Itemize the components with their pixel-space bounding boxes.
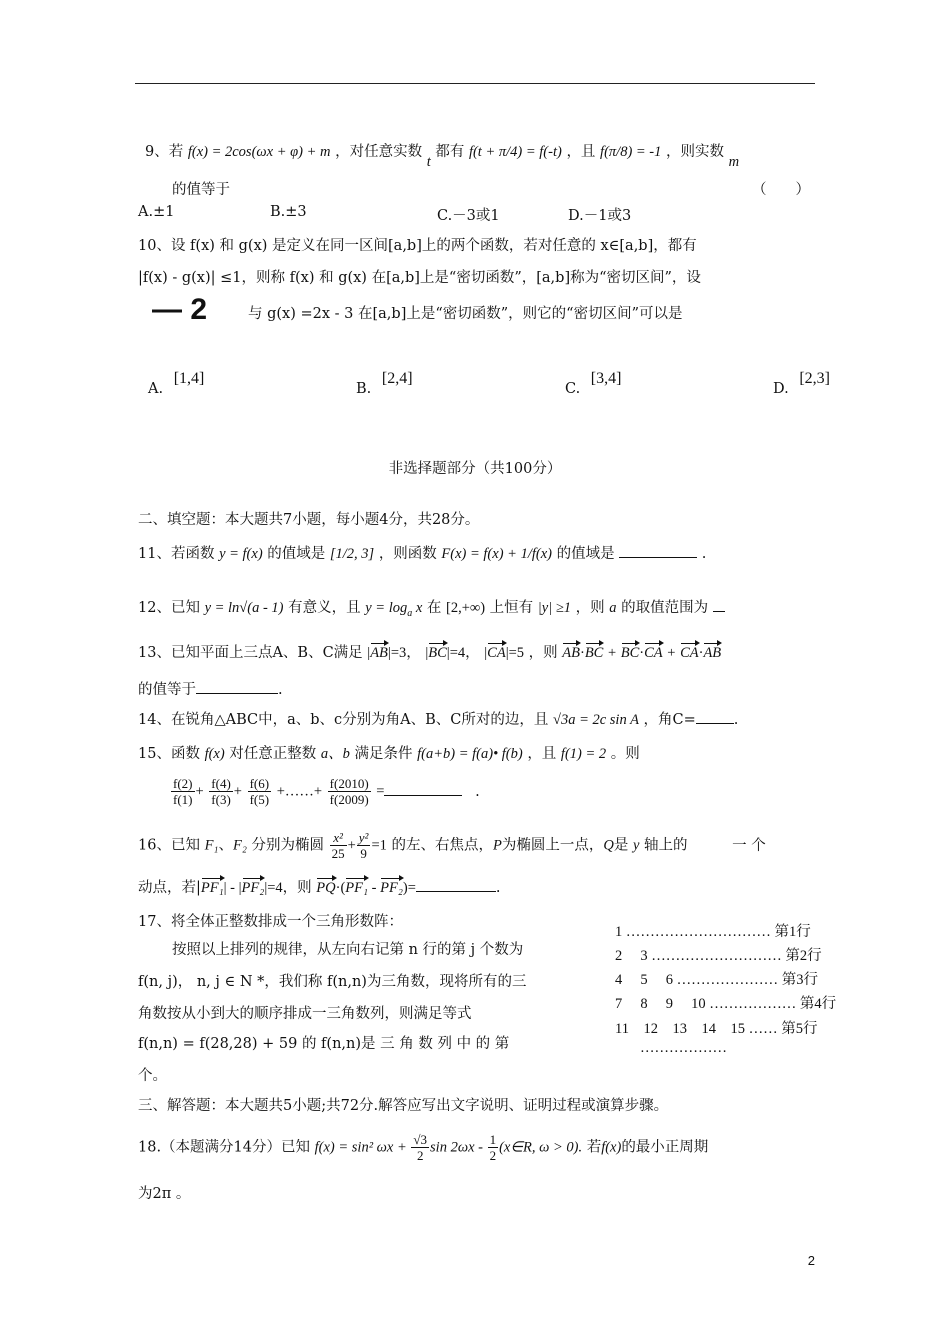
triangle-row: 11 12 13 14 15 …… 第5行 — [615, 1021, 818, 1037]
q9-option-a: A.±1 — [138, 204, 175, 220]
q11-answer-blank — [619, 543, 697, 558]
q10-option-c: C. [3,4] — [565, 370, 622, 397]
page-number: 2 — [807, 1253, 815, 1268]
question-11: 11、若函数 y = f(x) 的值域是 [1/2, 3] ，则函数 F(x) = f(x) + 1/f(x) 的值域是 . — [138, 542, 706, 563]
section-3-heading: 三、解答题：本大题共5小题;共72分.解答应写出文字说明、证明过程或演算步骤。 — [138, 1098, 669, 1114]
question-15-line1: 15、函数 f(x) 对任意正整数 a、b 满足条件 f(a+b) = f(a)• f(b) ，且 f(1) = 2 。则 — [138, 746, 640, 762]
question-15-line2: $\frac{f(2)}{f(1)}$ + $\frac{f(4)}{f(3)}$ + $\frac{f(6)}{f(5)}$ +……+ $\frac{f(2010)}{f(2009)}$ = . — [173, 776, 480, 807]
question-10-line3: 与 g(x) =2x - 3 在[a,b]上是“密切函数”，则它的“密切区间”可以是 — [248, 306, 683, 322]
q10-option-a: A. [1,4] — [148, 370, 205, 397]
q15-answer-blank — [384, 781, 462, 796]
header-rule — [135, 83, 815, 84]
question-16-line2: 动点，若|PF₁| - |PF₂|=4，则 PQ·(PF₁ - PF₂)= . — [138, 876, 501, 897]
q16-answer-blank — [416, 877, 496, 892]
q15-frac-last: $\frac{f(2010)}{f(2009)}$ — [329, 776, 369, 807]
question-12: 12、已知 y = ln√(a - 1) 有意义，且 $y = \log_a x$ 在 [2,+∞) 上恒有 |y| ≥1 ，则 a 的取值范围为 — [138, 596, 725, 619]
question-14: 14、在锐角△ABC中，a、b、c分别为角A、B、C所对的边，且 √3a = 2c sin A ，角C= . — [138, 708, 738, 729]
question-16-line1: 16、已知 F₁、F₂ 分别为椭圆 $\frac{\text{x²}}{25}$ + $\frac{\text{y²}}{9}$ =1 的左、右焦点，P为椭圆上一点，Q是 y 轴上的 一 个 — [138, 830, 766, 861]
question-18-line1: 18.（本题满分14分）已知 f(x) = sin² ωx + $\frac{√3}{2}$ sin 2ωx - $\frac{1}{2}$ (x∈R, ω > 0). 若f(x)的最小正周期 — [138, 1132, 709, 1163]
question-13-line1: 13、已知平面上三点A、B、C满足 |AB|=3， |BC|=4， |CA|=5 ，则 AB·BC + BC·CA + CA·AB — [138, 641, 721, 662]
q9-option-b: B.±3 — [270, 204, 307, 220]
question-18-line2: 为2π 。 — [138, 1186, 191, 1202]
question-17-line6: 个。 — [138, 1068, 167, 1084]
q14-answer-blank — [696, 709, 734, 724]
question-17-line3: f(n, j)， n, j ∈ N *，我们称 f(n,n)为三角数，现将所有的三 — [138, 974, 527, 990]
question-9-paren: （ ） — [752, 182, 810, 198]
question-9-line2: 的值等于 — [172, 182, 230, 198]
section-2-heading: 二、填空题：本大题共7小题，每小题4分，共28分。 — [138, 512, 480, 528]
q10-damaged-formula: — 2 — [152, 293, 208, 326]
triangle-row: 2 3 ……………………… 第2行 — [615, 948, 822, 964]
question-17-line5: f(n,n) = f(28,28) + 59 的 f(n,n)是 三 角 数 列 中 的 第 — [138, 1036, 510, 1052]
question-10-line2: |f(x) - g(x)| ≤1，则称 f(x) 和 g(x) 在[a,b]上是“密切函数”，[a,b]称为“密切区间”，设 — [138, 270, 701, 286]
question-10-line1: 10、设 f(x) 和 g(x) 是定义在同一区间[a,b]上的两个函数，若对任意的 x∈[a,b]，都有 — [138, 238, 697, 254]
triangle-row: 7 8 9 10 ……………… 第4行 — [615, 996, 837, 1012]
section-nonchoice-title: 非选择题部分（共100分） — [388, 461, 562, 477]
q15-frac-1: $\frac{f(2)}{f(1)}$ — [173, 776, 193, 807]
q12-answer-blank — [713, 597, 725, 612]
q9-option-c: C.－3或1 — [437, 208, 500, 224]
question-9-line1: 9、若 f(x) = 2cos(ωx + φ) + m ，对任意实数 t 都有 f(t + π/4) = f(-t) ，且 f(π/8) = -1 ，则实数 m — [145, 144, 740, 170]
q15-frac-2: $\frac{f(4)}{f(3)}$ — [211, 776, 231, 807]
q15-frac-3: $\frac{f(6)}{f(5)}$ — [249, 776, 270, 807]
question-17-line1: 17、将全体正整数排成一个三角形数阵： — [138, 914, 403, 930]
triangle-row: 4 5 6 ………………… 第3行 — [615, 972, 818, 988]
q10-option-d: D. [2,3] — [773, 370, 830, 397]
question-13-line2: 的值等于 . — [138, 678, 283, 699]
question-17-line2: 按照以上排列的规律，从左向右记第 n 行的第 j 个数为 — [172, 942, 524, 958]
triangle-row: ……………… — [640, 1040, 727, 1056]
q9-option-d: D.－1或3 — [568, 208, 632, 224]
q13-answer-blank — [196, 679, 278, 694]
q10-option-b: B. [2,4] — [356, 370, 413, 397]
triangle-row: 1 ………………………… 第1行 — [615, 924, 811, 940]
question-17-line4: 角数按从小到大的顺序排成一三角数列，则满足等式 — [138, 1006, 472, 1022]
